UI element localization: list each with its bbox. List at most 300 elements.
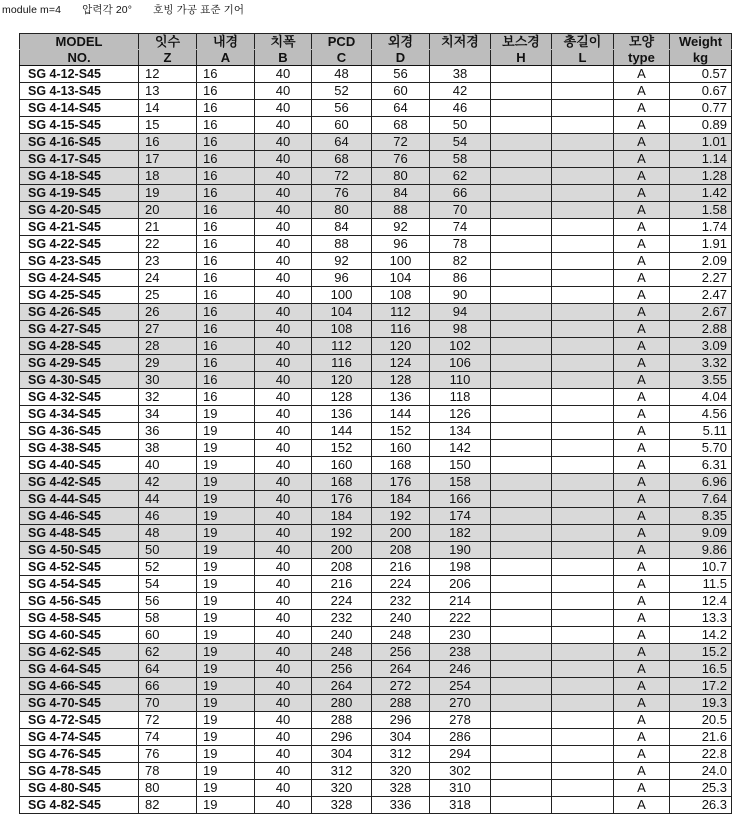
type-cell: A [614,559,670,576]
model-cell: SG 4-76-S45 [20,746,139,763]
root-diameter-cell: 310 [430,780,491,797]
model-cell: SG 4-28-S45 [20,338,139,355]
face-width-cell: 40 [255,627,312,644]
outer-diameter-cell: 272 [372,678,430,695]
boss-diameter-cell [491,576,552,593]
root-diameter-cell: 150 [430,457,491,474]
table-row [20,763,732,780]
table-row [20,287,732,304]
teeth-cell: 40 [139,457,197,474]
weight-cell: 0.89 [670,117,732,134]
teeth-cell: 19 [139,185,197,202]
boss-diameter-cell [491,525,552,542]
header-row-1 [20,34,732,50]
root-diameter-cell: 86 [430,270,491,287]
teeth-cell: 80 [139,780,197,797]
total-length-cell [552,202,614,219]
boss-diameter-cell [491,287,552,304]
teeth-cell: 78 [139,763,197,780]
root-diameter-cell: 230 [430,627,491,644]
header-cell: C [312,50,372,66]
header-cell: D [372,50,430,66]
outer-diameter-cell: 80 [372,168,430,185]
type-cell: A [614,287,670,304]
outer-diameter-cell: 112 [372,304,430,321]
bore-cell: 16 [197,83,255,100]
pcd-cell: 264 [312,678,372,695]
root-diameter-cell: 166 [430,491,491,508]
face-width-cell: 40 [255,423,312,440]
boss-diameter-cell [491,134,552,151]
table-row [20,508,732,525]
boss-diameter-cell [491,83,552,100]
root-diameter-cell: 278 [430,712,491,729]
type-cell: A [614,355,670,372]
bore-cell: 19 [197,559,255,576]
total-length-cell [552,151,614,168]
total-length-cell [552,287,614,304]
boss-diameter-cell [491,644,552,661]
teeth-cell: 34 [139,406,197,423]
outer-diameter-cell: 312 [372,746,430,763]
weight-cell: 2.47 [670,287,732,304]
table-row [20,661,732,678]
face-width-cell: 40 [255,780,312,797]
bore-cell: 19 [197,678,255,695]
type-cell: A [614,219,670,236]
face-width-cell: 40 [255,219,312,236]
table-row [20,627,732,644]
root-diameter-cell: 118 [430,389,491,406]
table-row [20,253,732,270]
total-length-cell [552,797,614,814]
outer-diameter-cell: 60 [372,83,430,100]
teeth-cell: 14 [139,100,197,117]
total-length-cell [552,83,614,100]
pcd-cell: 256 [312,661,372,678]
boss-diameter-cell [491,270,552,287]
root-diameter-cell: 198 [430,559,491,576]
face-width-cell: 40 [255,576,312,593]
root-diameter-cell: 102 [430,338,491,355]
face-width-cell: 40 [255,287,312,304]
pcd-cell: 224 [312,593,372,610]
outer-diameter-cell: 288 [372,695,430,712]
table-row [20,576,732,593]
pcd-cell: 128 [312,389,372,406]
pcd-cell: 96 [312,270,372,287]
table-row [20,457,732,474]
model-cell: SG 4-15-S45 [20,117,139,134]
pcd-cell: 280 [312,695,372,712]
teeth-cell: 70 [139,695,197,712]
table-row [20,304,732,321]
total-length-cell [552,661,614,678]
root-diameter-cell: 214 [430,593,491,610]
total-length-cell [552,729,614,746]
bore-cell: 19 [197,610,255,627]
boss-diameter-cell [491,678,552,695]
model-cell: SG 4-40-S45 [20,457,139,474]
bore-cell: 16 [197,66,255,83]
pcd-cell: 184 [312,508,372,525]
total-length-cell [552,338,614,355]
type-cell: A [614,780,670,797]
bore-cell: 19 [197,576,255,593]
total-length-cell [552,712,614,729]
model-cell: SG 4-60-S45 [20,627,139,644]
total-length-cell [552,559,614,576]
weight-cell: 1.91 [670,236,732,253]
root-diameter-cell: 90 [430,287,491,304]
outer-diameter-cell: 136 [372,389,430,406]
model-cell: SG 4-78-S45 [20,763,139,780]
model-cell: SG 4-72-S45 [20,712,139,729]
bore-cell: 19 [197,729,255,746]
teeth-cell: 72 [139,712,197,729]
bore-cell: 16 [197,236,255,253]
root-diameter-cell: 70 [430,202,491,219]
teeth-cell: 32 [139,389,197,406]
model-cell: SG 4-32-S45 [20,389,139,406]
face-width-cell: 40 [255,559,312,576]
table-row [20,117,732,134]
teeth-cell: 18 [139,168,197,185]
face-width-cell: 40 [255,100,312,117]
model-cell: SG 4-38-S45 [20,440,139,457]
model-cell: SG 4-64-S45 [20,661,139,678]
root-diameter-cell: 42 [430,83,491,100]
module-label: module m=4 [2,4,62,16]
total-length-cell [552,168,614,185]
bore-cell: 19 [197,457,255,474]
model-cell: SG 4-23-S45 [20,253,139,270]
boss-diameter-cell [491,304,552,321]
total-length-cell [552,270,614,287]
outer-diameter-cell: 96 [372,236,430,253]
root-diameter-cell: 78 [430,236,491,253]
face-width-cell: 40 [255,117,312,134]
face-width-cell: 40 [255,236,312,253]
root-diameter-cell: 294 [430,746,491,763]
weight-cell: 17.2 [670,678,732,695]
teeth-cell: 29 [139,355,197,372]
table-row [20,355,732,372]
pcd-cell: 328 [312,797,372,814]
face-width-cell: 40 [255,712,312,729]
table-row [20,440,732,457]
total-length-cell [552,321,614,338]
boss-diameter-cell [491,236,552,253]
bore-cell: 16 [197,253,255,270]
outer-diameter-cell: 216 [372,559,430,576]
bore-cell: 16 [197,134,255,151]
bore-cell: 19 [197,423,255,440]
total-length-cell [552,219,614,236]
teeth-cell: 52 [139,559,197,576]
boss-diameter-cell [491,338,552,355]
boss-diameter-cell [491,695,552,712]
outer-diameter-cell: 108 [372,287,430,304]
boss-diameter-cell [491,559,552,576]
boss-diameter-cell [491,355,552,372]
total-length-cell [552,491,614,508]
header-cell: B [255,50,312,66]
table-row [20,474,732,491]
model-cell: SG 4-62-S45 [20,644,139,661]
weight-cell: 9.86 [670,542,732,559]
description-label: 호빙 가공 표준 기어 [153,4,245,16]
header-row-2 [20,50,732,66]
pcd-cell: 288 [312,712,372,729]
header-cell: 보스경 [491,34,552,50]
root-diameter-cell: 98 [430,321,491,338]
pcd-cell: 72 [312,168,372,185]
outer-diameter-cell: 224 [372,576,430,593]
table-body [20,66,732,814]
boss-diameter-cell [491,219,552,236]
teeth-cell: 64 [139,661,197,678]
type-cell: A [614,151,670,168]
bore-cell: 16 [197,185,255,202]
type-cell: A [614,236,670,253]
boss-diameter-cell [491,729,552,746]
outer-diameter-cell: 56 [372,66,430,83]
bore-cell: 19 [197,763,255,780]
bore-cell: 16 [197,338,255,355]
face-width-cell: 40 [255,66,312,83]
type-cell: A [614,321,670,338]
pcd-cell: 56 [312,100,372,117]
total-length-cell [552,508,614,525]
table-row [20,219,732,236]
pcd-cell: 84 [312,219,372,236]
header-cell: 모양 [614,34,670,50]
header-cell: H [491,50,552,66]
face-width-cell: 40 [255,83,312,100]
root-diameter-cell: 318 [430,797,491,814]
total-length-cell [552,117,614,134]
pcd-cell: 312 [312,763,372,780]
table-row [20,695,732,712]
outer-diameter-cell: 124 [372,355,430,372]
total-length-cell [552,763,614,780]
face-width-cell: 40 [255,695,312,712]
pcd-cell: 100 [312,287,372,304]
boss-diameter-cell [491,117,552,134]
pcd-cell: 64 [312,134,372,151]
outer-diameter-cell: 92 [372,219,430,236]
outer-diameter-cell: 64 [372,100,430,117]
total-length-cell [552,185,614,202]
face-width-cell: 40 [255,508,312,525]
face-width-cell: 40 [255,474,312,491]
outer-diameter-cell: 200 [372,525,430,542]
weight-cell: 8.35 [670,508,732,525]
table-row [20,151,732,168]
pcd-cell: 92 [312,253,372,270]
model-cell: SG 4-58-S45 [20,610,139,627]
header-cell: Weight [670,34,732,50]
weight-cell: 6.96 [670,474,732,491]
type-cell: A [614,491,670,508]
boss-diameter-cell [491,763,552,780]
total-length-cell [552,236,614,253]
bore-cell: 16 [197,304,255,321]
outer-diameter-cell: 192 [372,508,430,525]
root-diameter-cell: 126 [430,406,491,423]
outer-diameter-cell: 116 [372,321,430,338]
root-diameter-cell: 206 [430,576,491,593]
model-cell: SG 4-19-S45 [20,185,139,202]
pcd-cell: 112 [312,338,372,355]
model-cell: SG 4-80-S45 [20,780,139,797]
teeth-cell: 36 [139,423,197,440]
root-diameter-cell: 182 [430,525,491,542]
bore-cell: 16 [197,287,255,304]
face-width-cell: 40 [255,151,312,168]
boss-diameter-cell [491,100,552,117]
total-length-cell [552,355,614,372]
weight-cell: 1.42 [670,185,732,202]
model-cell: SG 4-12-S45 [20,66,139,83]
root-diameter-cell: 106 [430,355,491,372]
type-cell: A [614,440,670,457]
outer-diameter-cell: 76 [372,151,430,168]
teeth-cell: 82 [139,797,197,814]
teeth-cell: 13 [139,83,197,100]
type-cell: A [614,610,670,627]
bore-cell: 16 [197,389,255,406]
type-cell: A [614,695,670,712]
model-cell: SG 4-30-S45 [20,372,139,389]
table-row [20,168,732,185]
pcd-cell: 48 [312,66,372,83]
boss-diameter-cell [491,508,552,525]
teeth-cell: 28 [139,338,197,355]
boss-diameter-cell [491,372,552,389]
outer-diameter-cell: 336 [372,797,430,814]
model-cell: SG 4-21-S45 [20,219,139,236]
table-row [20,729,732,746]
header-cell: NO. [20,50,139,66]
header-cell: Z [139,50,197,66]
type-cell: A [614,746,670,763]
header-cell: 외경 [372,34,430,50]
table-row [20,542,732,559]
model-cell: SG 4-27-S45 [20,321,139,338]
table-row [20,797,732,814]
table-row [20,712,732,729]
outer-diameter-cell: 320 [372,763,430,780]
root-diameter-cell: 270 [430,695,491,712]
face-width-cell: 40 [255,389,312,406]
model-cell: SG 4-26-S45 [20,304,139,321]
total-length-cell [552,389,614,406]
total-length-cell [552,457,614,474]
boss-diameter-cell [491,253,552,270]
table-row [20,202,732,219]
weight-cell: 25.3 [670,780,732,797]
type-cell: A [614,66,670,83]
header-cell [430,50,491,66]
header-cell: type [614,50,670,66]
boss-diameter-cell [491,780,552,797]
boss-diameter-cell [491,423,552,440]
model-cell: SG 4-16-S45 [20,134,139,151]
model-cell: SG 4-24-S45 [20,270,139,287]
header-cell: L [552,50,614,66]
table-row [20,389,732,406]
root-diameter-cell: 134 [430,423,491,440]
total-length-cell [552,576,614,593]
table-row [20,610,732,627]
type-cell: A [614,202,670,219]
face-width-cell: 40 [255,202,312,219]
root-diameter-cell: 190 [430,542,491,559]
pcd-cell: 52 [312,83,372,100]
weight-cell: 21.6 [670,729,732,746]
table-row [20,491,732,508]
total-length-cell [552,644,614,661]
table-row [20,406,732,423]
boss-diameter-cell [491,389,552,406]
type-cell: A [614,474,670,491]
pcd-cell: 80 [312,202,372,219]
outer-diameter-cell: 104 [372,270,430,287]
root-diameter-cell: 174 [430,508,491,525]
face-width-cell: 40 [255,542,312,559]
root-diameter-cell: 82 [430,253,491,270]
type-cell: A [614,338,670,355]
type-cell: A [614,678,670,695]
pcd-cell: 116 [312,355,372,372]
total-length-cell [552,780,614,797]
outer-diameter-cell: 296 [372,712,430,729]
root-diameter-cell: 254 [430,678,491,695]
boss-diameter-cell [491,440,552,457]
total-length-cell [552,440,614,457]
pcd-cell: 248 [312,644,372,661]
table-row [20,134,732,151]
outer-diameter-cell: 72 [372,134,430,151]
outer-diameter-cell: 152 [372,423,430,440]
boss-diameter-cell [491,168,552,185]
page-caption [2,2,262,17]
type-cell: A [614,525,670,542]
teeth-cell: 25 [139,287,197,304]
type-cell: A [614,168,670,185]
weight-cell: 5.70 [670,440,732,457]
weight-cell: 4.04 [670,389,732,406]
table-row [20,185,732,202]
weight-cell: 24.0 [670,763,732,780]
bore-cell: 19 [197,712,255,729]
face-width-cell: 40 [255,457,312,474]
type-cell: A [614,593,670,610]
bore-cell: 19 [197,542,255,559]
type-cell: A [614,304,670,321]
type-cell: A [614,661,670,678]
root-diameter-cell: 50 [430,117,491,134]
pcd-cell: 152 [312,440,372,457]
boss-diameter-cell [491,491,552,508]
teeth-cell: 38 [139,440,197,457]
table-row [20,236,732,253]
outer-diameter-cell: 248 [372,627,430,644]
type-cell: A [614,627,670,644]
type-cell: A [614,576,670,593]
